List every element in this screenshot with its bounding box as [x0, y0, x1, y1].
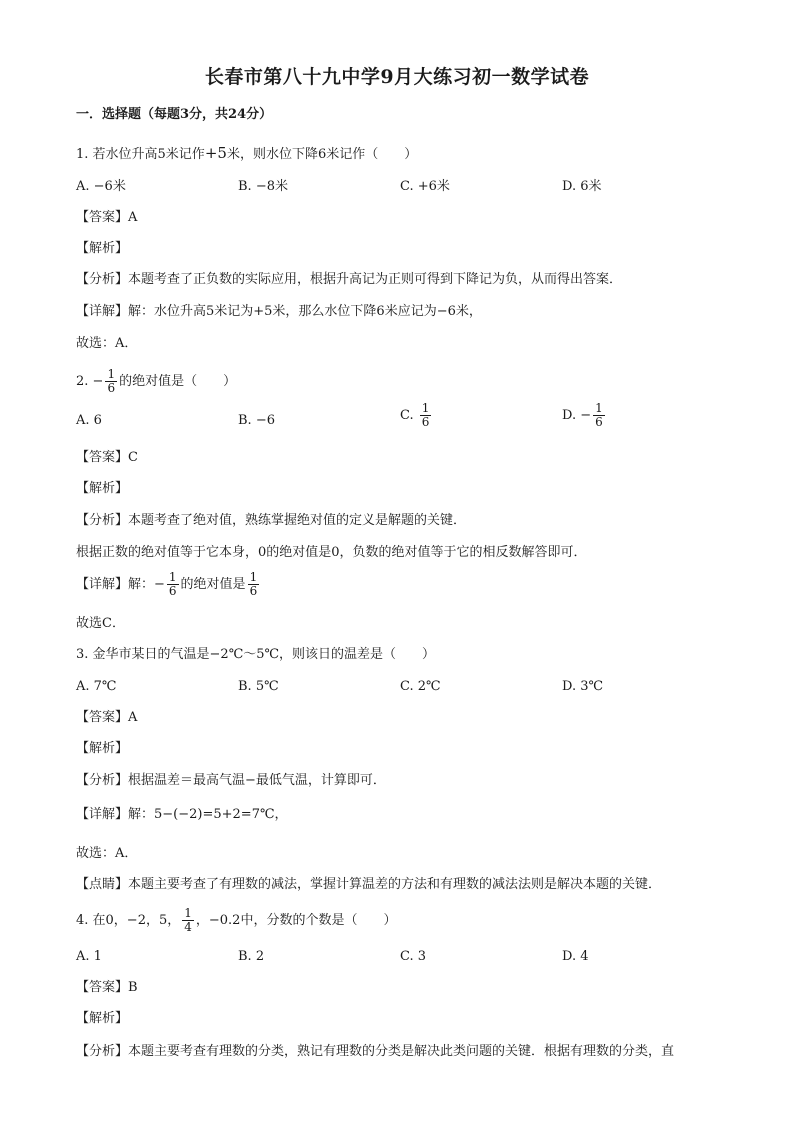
- q2-jiexi: 【解析】: [76, 481, 129, 496]
- q2-rule: 根据正数的绝对值等于它本身，0的绝对值是0，负数的绝对值等于它的相反数解答即可．: [76, 545, 587, 560]
- q3-analysis: 【分析】根据温差＝最高气温−最低气温，计算即可．: [76, 773, 386, 788]
- q1-stem-plus: +5: [204, 144, 227, 162]
- q4-option-d: D. 4: [562, 949, 589, 964]
- q3-remark: 【点睛】本题主要考查了有理数的减法，掌握计算温差的方法和有理数的减法法则是解决本题的关键．: [76, 877, 662, 892]
- question-2-stem: [76, 368, 236, 395]
- q4-stem-b: ，−0.2中，分数的个数是（ ）: [195, 913, 397, 928]
- q4-option-a: A. 1: [76, 949, 102, 964]
- q1-stem-a: 1. 若水位升高5米记作: [76, 147, 205, 162]
- q2-opt-d-den: 6: [595, 415, 603, 429]
- q2-detail2-num: 1: [249, 570, 258, 584]
- page-title: 长春市第八十九中学9月大练习初一数学试卷: [204, 66, 590, 88]
- q3-detail: 【详解】解：5−(−2)=5+2=7℃，: [76, 807, 288, 822]
- q2-frac-num: 1: [107, 367, 116, 381]
- q2-option-b: B. −6: [238, 413, 275, 428]
- q2-detail-a: 【详解】解：−: [76, 577, 165, 592]
- q4-option-b: B. 2: [238, 949, 265, 964]
- question-4-stem: [76, 907, 396, 934]
- q2-detail-fraction-2: [248, 571, 260, 598]
- q2-detail2-den: 6: [249, 584, 258, 598]
- q1-jiexi: 【解析】: [76, 241, 129, 256]
- q4-fraction: [182, 907, 194, 934]
- q2-analysis: 【分析】本题考查了绝对值，熟练掌握绝对值的定义是解题的关键．: [76, 513, 467, 528]
- q4-frac-den: 4: [184, 920, 192, 934]
- q3-choice: 故选：A．: [76, 846, 138, 861]
- q2-opt-c-label: C.: [400, 408, 414, 423]
- q2-opt-d-label: D. −: [562, 408, 592, 423]
- q4-analysis: 【分析】本题主要考查有理数的分类，熟记有理数的分类是解决此类问题的关键．根据有理数的分类，直: [76, 1044, 675, 1059]
- q2-detail-num: 1: [168, 570, 177, 584]
- q1-option-c: C. +6米: [400, 179, 450, 194]
- q3-option-d: D. 3℃: [562, 679, 604, 694]
- q2-option-c: [400, 402, 433, 429]
- q3-jiexi: 【解析】: [76, 741, 129, 756]
- q3-option-a: A. 7℃: [76, 679, 117, 694]
- q1-detail: 【详解】解：水位升高5米记为+5米，那么水位下降6米应记为−6米，: [76, 304, 482, 319]
- question-3-stem: 3. 金华市某日的气温是−2℃～5℃，则该日的温差是（ ）: [76, 647, 436, 662]
- q2-opt-c-fraction: [420, 402, 432, 429]
- q2-detail-fraction: [167, 571, 179, 598]
- q2-opt-d-fraction: [593, 402, 605, 429]
- q4-frac-num: 1: [184, 906, 192, 920]
- q2-answer: 【答案】C: [76, 450, 138, 465]
- q4-option-c: C. 3: [400, 949, 427, 964]
- question-1-stem: [76, 144, 417, 164]
- q4-stem-a: 4. 在0，−2，5，: [76, 913, 181, 928]
- q2-stem-b: 的绝对值是（ ）: [119, 374, 237, 389]
- q3-answer: 【答案】A: [76, 710, 138, 725]
- q2-detail: [76, 571, 261, 598]
- q3-option-b: B. 5℃: [238, 679, 279, 694]
- q3-option-c: C. 2℃: [400, 679, 441, 694]
- q1-option-a: A. −6米: [76, 179, 126, 194]
- q2-detail-den: 6: [168, 584, 177, 598]
- q1-stem-b: 米，则水位下降6米记作（ ）: [226, 147, 418, 162]
- q2-opt-d-num: 1: [595, 401, 603, 415]
- q4-jiexi: 【解析】: [76, 1011, 129, 1026]
- q2-num: 2. −: [76, 374, 104, 389]
- q2-detail-b: 的绝对值是: [180, 577, 246, 592]
- q1-analysis: 【分析】本题考查了正负数的实际应用，根据升高记为正则可得到下降记为负，从而得出答案．: [76, 272, 623, 287]
- q1-option-b: B. −8米: [238, 179, 288, 194]
- q2-opt-c-den: 6: [421, 415, 430, 429]
- q2-option-a: A. 6: [76, 413, 102, 428]
- q4-answer: 【答案】B: [76, 980, 138, 995]
- q2-opt-c-num: 1: [421, 401, 430, 415]
- q2-fraction: [105, 368, 117, 395]
- q2-choice: 故选C．: [76, 616, 125, 631]
- section-heading: 一．选择题（每题3分，共24分）: [76, 107, 273, 122]
- q1-choice: 故选：A．: [76, 336, 138, 351]
- q2-option-d: [562, 402, 607, 429]
- q1-option-d: D. 6米: [562, 179, 602, 194]
- q2-frac-den: 6: [107, 381, 116, 395]
- q1-answer: 【答案】A: [76, 210, 138, 225]
